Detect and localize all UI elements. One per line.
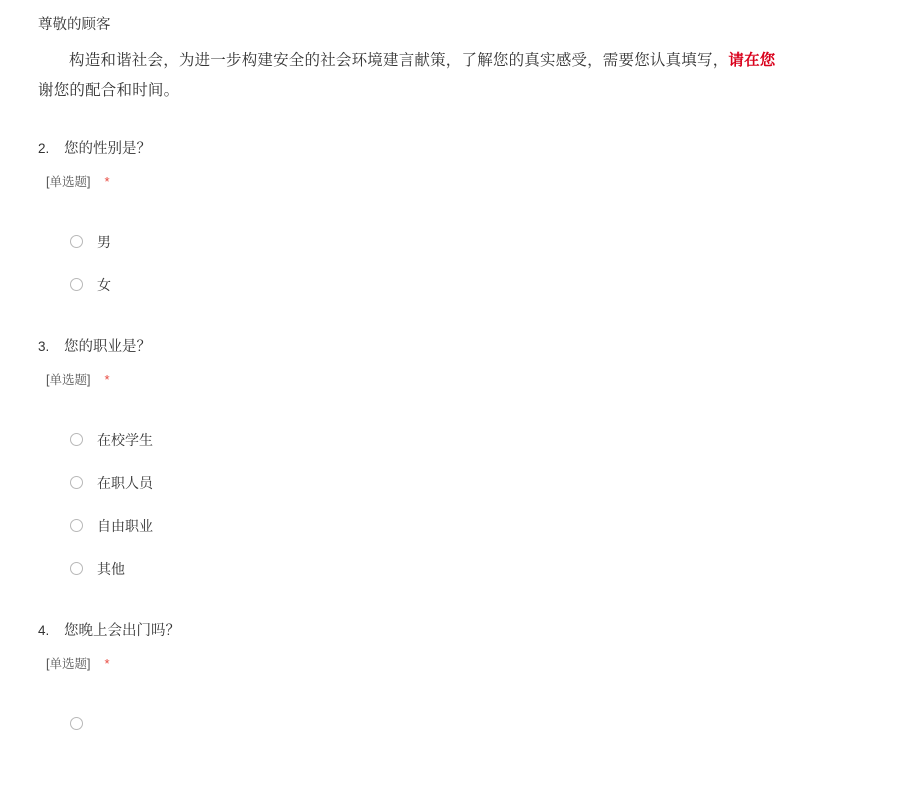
option-row[interactable] [70, 220, 878, 263]
question-type-label: [单选题] [46, 175, 91, 189]
radio-unchecked-icon[interactable] [70, 562, 83, 575]
question-block [0, 336, 900, 590]
question-number: 3. [38, 339, 50, 354]
question-header [38, 336, 878, 358]
option-label: 女 [97, 276, 111, 293]
question-meta [38, 370, 878, 388]
intro-paragraph-tail: 谢您的配合和时间。 [38, 82, 180, 99]
radio-unchecked-icon[interactable] [70, 717, 83, 730]
radio-unchecked-icon[interactable] [70, 519, 83, 532]
question-block [0, 620, 900, 745]
question-number: 4. [38, 623, 50, 638]
intro-paragraph [38, 46, 878, 76]
required-asterisk: * [104, 173, 110, 189]
option-row[interactable] [70, 263, 878, 306]
intro-section [0, 14, 900, 106]
question-number: 2. [38, 141, 50, 156]
options-group [38, 702, 878, 745]
radio-unchecked-icon[interactable] [70, 433, 83, 446]
intro-paragraph-text: 构造和谐社会，为进一步构建安全的社会环境建言献策，了解您的真实感受，需要您认真填写， [69, 52, 729, 69]
intro-title: 尊敬的顾客 [38, 17, 111, 33]
options-group [38, 418, 878, 590]
required-asterisk: * [104, 655, 110, 671]
questions-list [0, 138, 900, 745]
option-row[interactable] [70, 547, 878, 590]
option-row[interactable] [70, 702, 878, 745]
question-block [0, 138, 900, 306]
question-meta [38, 172, 878, 190]
radio-unchecked-icon[interactable] [70, 476, 83, 489]
question-header [38, 620, 878, 642]
required-asterisk: * [104, 371, 110, 387]
question-title: 您的性别是？ [64, 141, 151, 157]
question-title: 您晚上会出门吗？ [64, 623, 180, 639]
intro-highlight-text: 请在您 [728, 52, 776, 69]
option-label: 其他 [97, 560, 125, 577]
options-group [38, 220, 878, 306]
radio-unchecked-icon[interactable] [70, 235, 83, 248]
option-row[interactable] [70, 461, 878, 504]
option-row[interactable] [70, 504, 878, 547]
radio-unchecked-icon[interactable] [70, 278, 83, 291]
question-type-label: [单选题] [46, 657, 91, 671]
question-type-label: [单选题] [46, 373, 91, 387]
question-spacer [0, 306, 900, 336]
option-row[interactable] [70, 418, 878, 461]
option-label: 在职人员 [97, 474, 153, 491]
question-spacer [0, 590, 900, 620]
option-label: 男 [97, 233, 111, 250]
question-meta [38, 654, 878, 672]
question-header [38, 138, 878, 160]
option-label: 在校学生 [97, 431, 153, 448]
question-title: 您的职业是？ [64, 339, 151, 355]
option-label: 自由职业 [97, 517, 153, 534]
